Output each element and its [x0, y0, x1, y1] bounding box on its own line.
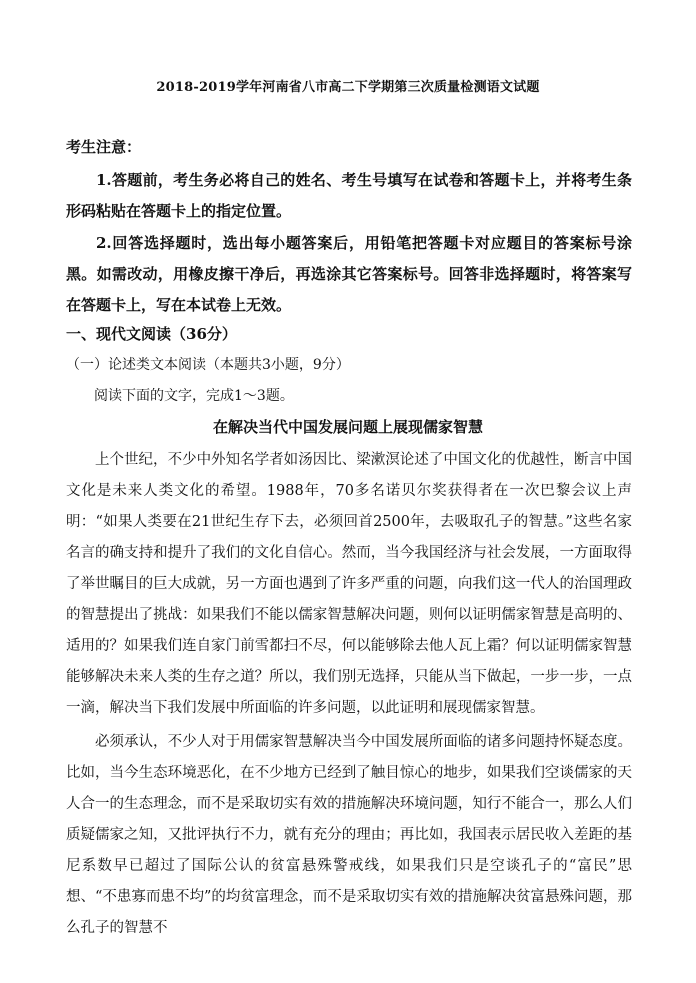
article-paragraph-1: 上个世纪，不少中外知名学者如汤因比、梁漱溟论述了中国文化的优越性，断言中国文化是未来人类文化的希望。1988年，70多名诺贝尔奖获得者在一次巴黎会议上声明：“如果人类要在21世纪生存下去，必须回首2500年，去吸取孔子的智慧。”这些名家名言的确支持和提升了我们的文化自信心。然而，当今我国经济与社会发展，一方面取得了举世瞩目的巨大成就，另一方面也遇到了许多严重的问题，向我们这一代人的治国理政的智慧提出了挑战：如果我们不能以儒家智慧解决问题，则何以证明儒家智慧是高明的、适用的？如果我们连自家门前雪都扫不尽，何以能够除去他人瓦上霜？何以证明儒家智慧能够解决未来人类的生存之道？所以，我们别无选择，只能从当下做起，一步一步，一点一滴，解决当下我们发展中所面临的许多问题，以此证明和展现儒家智慧。 [66, 452, 632, 716]
section-heading: 一、现代文阅读（36分） [66, 325, 237, 343]
notice-heading: 考生注意： [66, 138, 142, 156]
document-title: 2018-2019学年河南省八市高二下学期第三次质量检测语文试题 [156, 80, 540, 95]
subsection-heading: （一）论述类文本阅读（本题共3小题，9分） [66, 357, 350, 373]
article-paragraph-2: 必须承认，不少人对于用儒家智慧解决当今中国发展所面临的诸多问题持怀疑态度。比如，当今生态环境恶化，在不少地方已经到了触目惊心的地步，如果我们空谈儒家的天人合一的生态理念，而不是采取切实有效的措施解决环境问题，知行不能合一，那么人们质疑儒家之知，又批评执行不力，就有充分的理由；再比如，我国表示居民收入差距的基尼系数早已超过了国际公认的贫富悬殊警戒线，如果我们只是空谈孔子的“富民”思想、“不患寡而患不均”的均贫富理念，而不是采取切实有效的措施解决贫富悬殊问题，那么孔子的智慧不 [66, 734, 632, 936]
article-title: 在解决当代中国发展问题上展现儒家智慧 [212, 418, 483, 436]
notice-item-2: 2.回答选择题时，选出每小题答案后，用铅笔把答题卡对应题目的答案标号涂黑。如需改动，用橡皮擦干净后，再选涂其它答案标号。回答非选择题时，将答案写在答题卡上，写在本试卷上无效。 [66, 234, 632, 314]
reading-instruction: 阅读下面的文字，完成1～3题。 [94, 388, 294, 404]
notice-item-1: 1.答题前，考生务必将自己的姓名、考生号填写在试卷和答题卡上，并将考生条形码粘贴在答题卡上的指定位置。 [66, 171, 632, 220]
